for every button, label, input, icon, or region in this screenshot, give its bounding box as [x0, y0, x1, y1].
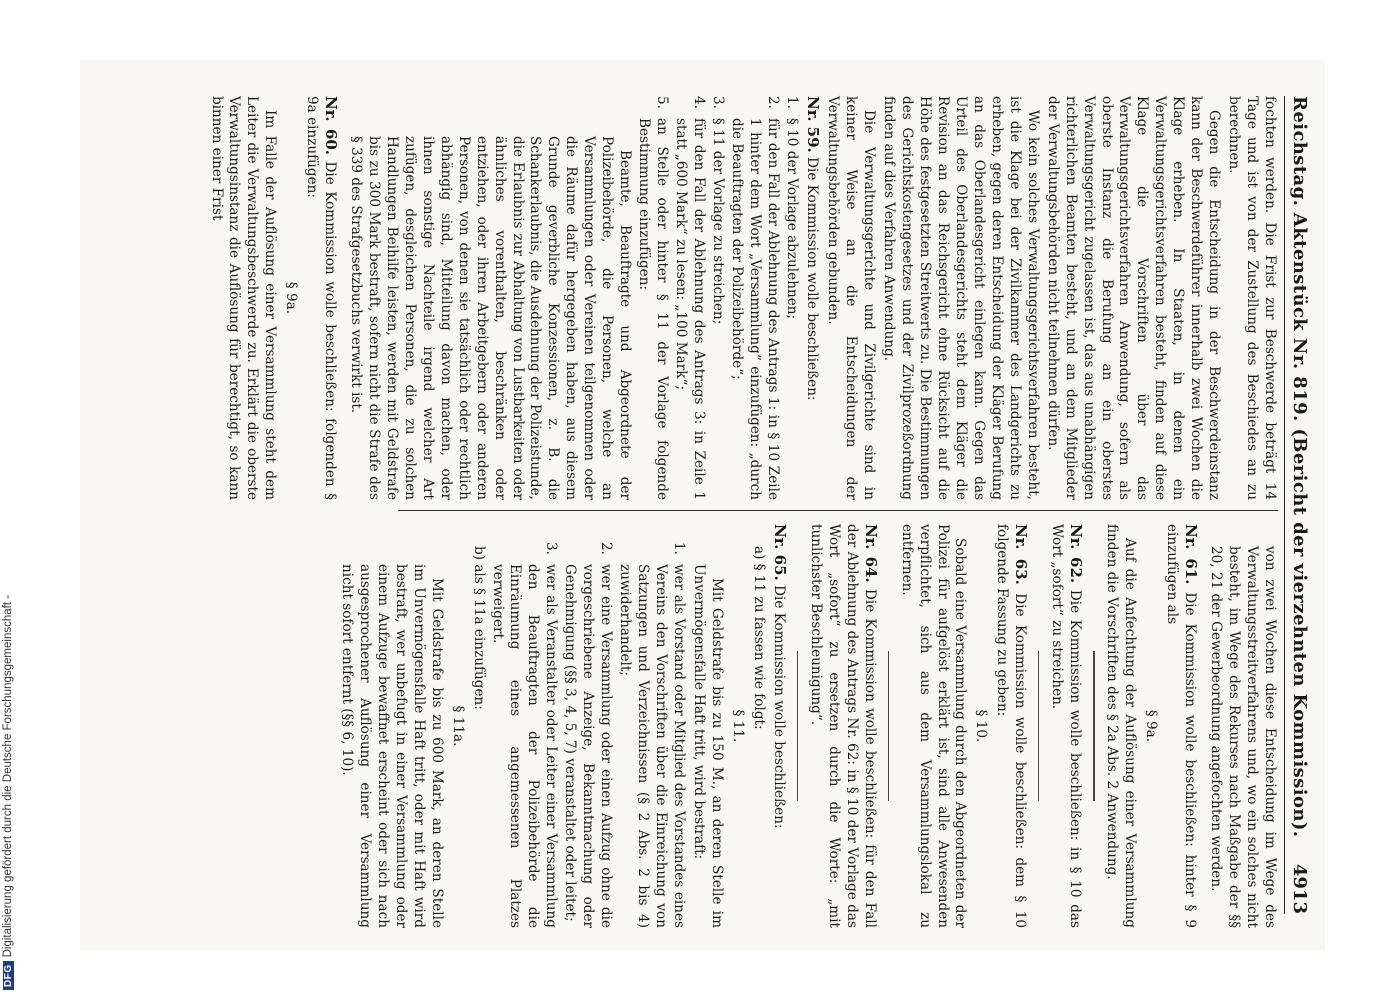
- motion-text: Die Kommission wolle beschließen: für den Fall der Ablehnung des Antrags Nr. 62: in § 10 der Vorlage das Wort „sofort“ zu ersetzen durch die Worte: „mit tunlichster Beschleunigung“.: [807, 524, 878, 928]
- motion-number: Nr. 63.: [1012, 524, 1031, 585]
- motion-number: Nr. 61.: [1182, 524, 1201, 585]
- motion-intro: Die Kommission wolle beschließen:: [803, 157, 820, 401]
- section-heading: § 9a.: [1143, 709, 1160, 743]
- motion-nr64: [806, 524, 880, 928]
- item-number: 1.: [670, 542, 687, 555]
- paragraph: Auf die Anfechtung der Auflösung einer Versammlung finden die Vorschriften des § 2a Abs. 2 Anwendung.: [1104, 524, 1139, 928]
- list-item: [488, 524, 560, 928]
- section-heading: § 9a.: [283, 281, 300, 315]
- paragraph: Die Verwaltungsgerichte und Zivilgerichte sind in keiner Weise an die Entscheidungen der Verwaltungsbehörden gebunden.: [825, 96, 878, 500]
- paragraph: von zwei Wochen diese Entscheidung im Wege des Verwaltungsstreitverfahrens und, wo ein solches nicht besteht, im Wege des Rekurses nach Maßgabe der §§ 20, 21 der Gewerbeordnung angefochten werden.: [1208, 546, 1278, 928]
- motion-number: Nr. 59.: [803, 96, 822, 153]
- motion-nr59: [802, 96, 822, 500]
- motion-intro: Die Kommission wolle beschließen:: [770, 585, 787, 829]
- separator-rule: [888, 651, 889, 801]
- motion-nr61: [1162, 524, 1200, 928]
- item-number: 2.: [764, 96, 781, 109]
- motion-text: Die Kommission wolle beschließen: in § 10 das Wort „sofort“ zu streichen.: [1049, 524, 1084, 929]
- list-item: [634, 96, 670, 500]
- paragraph: Im Falle der Auflösung einer Versammlung steht dem Leiter die Verwaltungsbeschwerde zu. Erklärt die oberste Verwaltungsinstanz die Auflösung für berechtigt, so kann binnen einer Frist: [208, 96, 279, 500]
- item-text: wer als Vorstand oder Mitglied des Vorstandes eines Vereins den Vorschriften über die Einreichung von Satzungen und Verzeichnissen (§ 2 Abs. 2 bis 4) zuwiderhandelt;: [617, 564, 687, 928]
- item-number: 2.: [598, 542, 615, 555]
- running-title: Reichstag. Aktenstück Nr. 819. (Bericht der vierzehnten Kommission).: [1289, 96, 1310, 838]
- paragraph: fochten werden. Die Frist zur Beschwerde beträgt 14 Tage und ist von der Zustellung des Beschiedes an zu berechnen.: [1226, 96, 1278, 500]
- motion-number: Nr. 60.: [322, 96, 341, 155]
- motion-nr62: [1048, 524, 1086, 928]
- item-number: 5.: [654, 96, 671, 109]
- paragraph: Gegen die Entscheidung in der Beschwerdeinstanz kann der Beschwerdeführer innerhalb zwei Wochen die Klage erheben. In Staaten, in denen ein Verwaltungsgerichtsverfahren besteht, finden auf diese Klage die Vorschriften über das Verwaltungsgerichtsverfahren Anwendung, sofern als oberste Instanz die Berufung an ein oberstes Verwaltungsgericht zugelassen ist, das aus unabhängigen richterlichen Beamten besteht, und an dem Mitglieder der Verwaltungsbehörden nicht teilnehmen dürfen.: [1044, 96, 1223, 500]
- section-heading: § 11.: [729, 709, 746, 743]
- section-heading: § 11a.: [449, 705, 466, 747]
- dfg-credit-line: [2, 15, 14, 990]
- motion-nr63: [992, 524, 1030, 928]
- column-divider: [398, 510, 1278, 511]
- item-text: für den Fall der Ablehnung des Antrags 3: in Zeile 1 statt „600 Mark“ zu lesen: „100 Mark“;: [673, 118, 707, 500]
- list-item: [671, 96, 707, 500]
- quoted-provision: Mit Geldstrafe bis zu 600 Mark, an deren Stelle im Unvermögensfalle Haft tritt, oder mit Haft wird bestraft, wer unbefugt in einer Versammlung oder einem Aufzuge bewaffnet erscheint oder sich nach ausgesprochener Auflösung einer Versammlung nicht sofort entfernt (§§ 6, 10).: [339, 564, 445, 928]
- separator-rule: [797, 651, 798, 801]
- item-text: § 11 der Vorlage zu streichen;: [709, 118, 726, 325]
- motion-intro: Die Kommission wolle beschließen: hinter § 9 einzufügen als: [1164, 524, 1199, 929]
- motion-number: Nr. 64.: [861, 524, 880, 583]
- item-number: 4.: [690, 96, 707, 109]
- item-number: 3.: [543, 542, 560, 555]
- section-heading: § 10.: [973, 709, 990, 743]
- page-number: 4913: [1289, 863, 1310, 914]
- sub-item-b: b) als § 11a einzufügen:: [470, 546, 487, 710]
- credit-text: Digitalisierung gefördert durch die Deutsche Forschungsgemeinschaft -: [2, 594, 14, 958]
- motion-nr65: [769, 524, 789, 928]
- item-text: an Stelle oder hinter § 11 der Vorlage folgende Bestimmung einzufügen:: [636, 118, 671, 500]
- motion-intro: Die Kommission wolle beschließen: folgenden § 9a einzufügen:: [304, 96, 339, 500]
- separator-rule: [1038, 651, 1039, 801]
- list-item: [560, 524, 614, 928]
- item-text: § 10 der Vorlage abzulehnen;: [783, 118, 800, 320]
- item-text: für den Fall der Ablehnung des Antrags 1: in § 10 Zeile 1 hinter dem Wort „Versammlung“ einzufügen: „durch die Beauftragten der Polizeibehörde“;: [728, 118, 781, 500]
- quoted-provision: Mit Geldstrafe bis zu 150 M., an deren Stelle im Unvermögensfalle Haft tritt, wird bestraft:: [690, 564, 725, 928]
- list-item: [782, 96, 800, 500]
- item-number: 1.: [783, 96, 800, 109]
- item-number: 3.: [709, 96, 726, 109]
- motion-number: Nr. 62.: [1067, 524, 1086, 584]
- scanned-page: [80, 60, 1325, 950]
- quoted-provision: Sobald eine Versammlung durch den Abgeordneten der Polizei für aufgelöst erklärt ist, sind alle Anwesenden verpflichtet, sich aus dem Versammlungslokal zu entfernen.: [898, 524, 969, 928]
- paragraph: Wo kein solches Verwaltungsgerichtsverfahren besteht, ist die Klage bei der Zivilkammer des Landgerichts zu erheben, gegen deren Entscheidung der Kläger Berufung an das Oberlandesgericht einlegen kann. Gegen das Urteil des Oberlandesgerichts steht dem Kläger die Revision an das Reichsgericht ohne Rücksicht auf die Höhe des festgesetzten Streitwerts zu. Die Bestimmungen des Gerichtskostengesetzes und der Zivilprozeßordnung finden auf dies Verfahren Anwendung.: [881, 96, 1041, 500]
- item-text: wer eine Versammlung oder einen Aufzug ohne die vorgeschriebene Anzeige, Bekanntmachung oder Genehmigung (§§ 3, 4, 5, 7) veranstaltet oder leitet;: [562, 564, 615, 928]
- page-header: [1284, 96, 1311, 914]
- quoted-provision: Beamte, Beauftragte und Abgeordnete der Polizeibehörde, die Personen, welche an Versammlungen oder Vereinen teilgenommen oder die Räume dafür hergegeben haben, aus diesem Grunde geverbliche Konzessionen, z. B. die Schankerlaubnis, die Ausdehnung der Polizeistunde, die Erlaubnis zur Abhaltung von Lustbarkeiten oder ähnliches vorenthalten, beschränken oder entziehen, oder ihren Arbeitgebern oder anderen Personen, von denen sie tatsächlich oder rechtlich abhängig sind, Mitteilung davon machen, oder ihnen sonstige Nachteile irgend welcher Art zufügen, desgleichen Personen, die zu solchen Handlungen Beihilfe leisten, werden mit Geldstrafe bis zu 300 Mark bestraft, sofern nicht die Strafe des § 339 des Strafgesetzbuchs verwirkt ist.: [348, 136, 634, 500]
- right-column: [335, 524, 1278, 928]
- left-column: [205, 96, 1278, 500]
- motion-nr60: [302, 96, 340, 500]
- dfg-logo: DFG: [3, 961, 14, 990]
- sub-item-a: a) § 11 zu fassen wie folgt:: [750, 546, 767, 730]
- item-text: wer als Veranstalter oder Leiter einer Versammlung den Beauftragten der Polizeibehörde die Einräumung eines angemessenen Platzes verweigert.: [489, 564, 560, 928]
- list-item: [615, 524, 687, 928]
- separator-rule: [1093, 651, 1094, 801]
- motion-number: Nr. 65.: [770, 524, 789, 581]
- list-item: [727, 96, 781, 500]
- list-item: [708, 96, 726, 500]
- motion-text: Die Kommission wolle beschließen: dem § 10 folgende Fassung zu geben:: [994, 524, 1029, 928]
